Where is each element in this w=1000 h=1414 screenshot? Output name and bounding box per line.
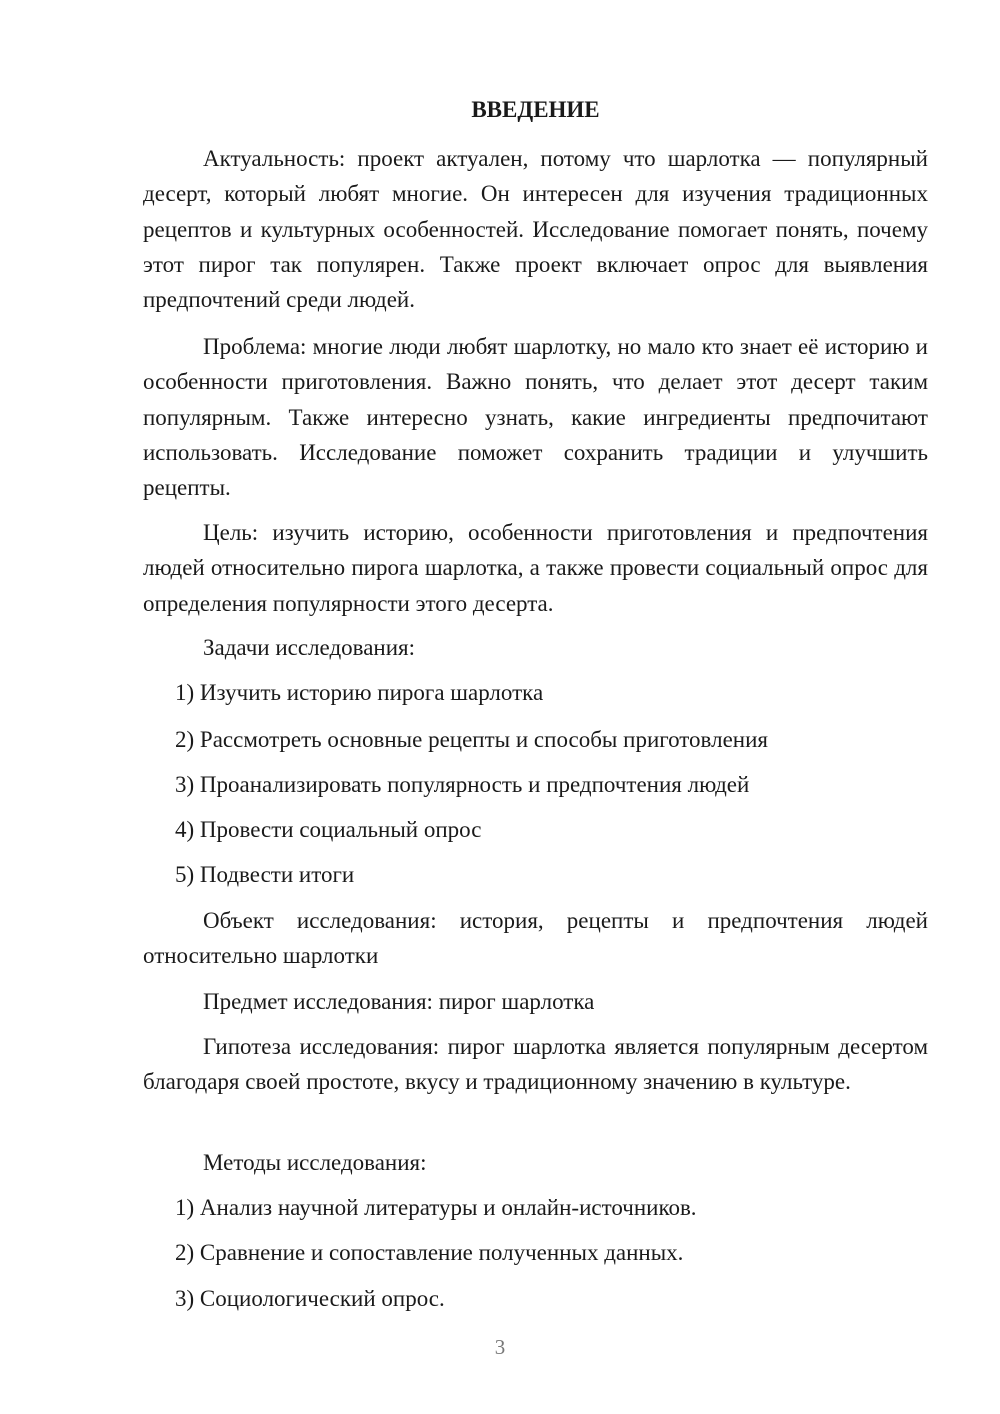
goal-paragraph: Цель: изучить историю, особенности приготовления и предпочтения людей относительно пирога шарлотка, а также провести социальный опрос для определения популярности этого десерта. [143,520,928,616]
task-item: 5) Подвести итоги [175,862,355,887]
section-title: ВВЕДЕНИЕ [471,97,600,122]
methods-heading: Методы исследования: [203,1150,427,1175]
object-paragraph: Объект исследования: история, рецепты и предпочтения людей относительно шарлотки [143,908,928,969]
subject-line: Предмет исследования: пирог шарлотка [203,989,595,1014]
problem-paragraph: Проблема: многие люди любят шарлотку, но мало кто знает её историю и особенности приготовления. Важно понять, что делает этот десерт таким популярным. Также интересно узнать, какие ингредиенты предпочитают использовать. Исследование поможет сохранить традиции и улучшить рецепты. [143,334,928,501]
task-item: 1) Изучить историю пирога шарлотка [175,680,544,705]
tasks-heading: Задачи исследования: [203,635,416,660]
page-number: 3 [494,1335,506,1359]
method-item: 1) Анализ научной литературы и онлайн-источников. [175,1195,697,1220]
relevance-paragraph: Актуальность: проект актуален, потому что шарлотка — популярный десерт, который любят многие. Он интересен для изучения традиционных рецептов и культурных особенностей. Исследование помогает понять, почему этот пирог так популярен. Также проект включает опрос для выявления предпочтений среди людей. [143,146,928,313]
task-item: 3) Проанализировать популярность и предпочтения людей [175,772,750,797]
method-item: 2) Сравнение и сопоставление полученных данных. [175,1240,684,1265]
hypothesis-paragraph: Гипотеза исследования: пирог шарлотка является популярным десертом благодаря своей простоте, вкусу и традиционному значению в культуре. [143,1034,928,1095]
method-item: 3) Социологический опрос. [175,1286,445,1311]
task-item: 4) Провести социальный опрос [175,817,482,842]
task-item: 2) Рассмотреть основные рецепты и способы приготовления [175,727,768,752]
